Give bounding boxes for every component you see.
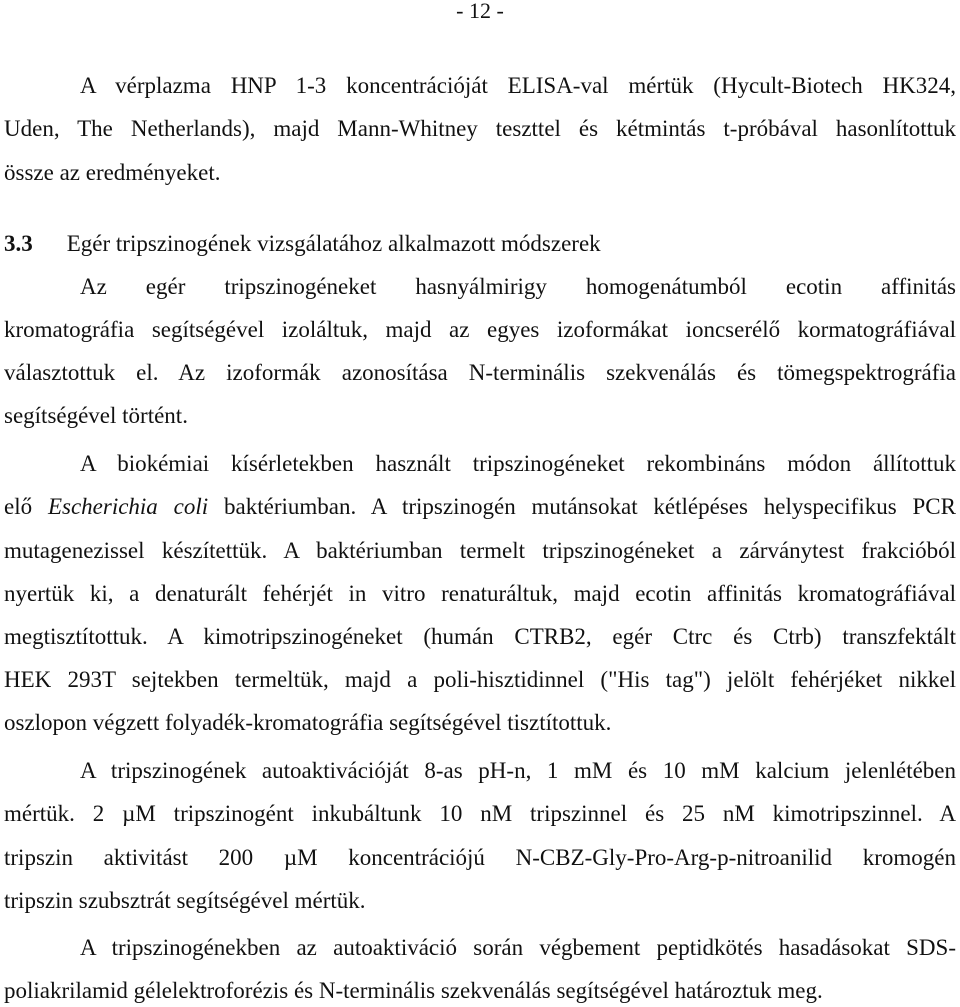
text-line: oszlopon végzett folyadék-kromatográfia segítségével tisztítottuk. (4, 710, 612, 735)
text-line: össze az eredményeket. (4, 160, 221, 185)
text-line: poliakrilamid gélelektroforézis és N-terminális szekvenálás segítségével határoztuk meg. (4, 978, 823, 1003)
text-line: tripszin aktivitást 200 µM koncentrációjú N-CBZ-Gly-Pro-Arg-p-nitroanilid kromogén (4, 845, 956, 870)
text-line: választottuk el. Az izoformák azonosítása N-terminális szekvenálás és tömegspektrográfia (4, 360, 956, 385)
text-run: elő (4, 494, 48, 519)
text-line: A biokémiai kísérletekben használt tripszinogéneket rekombináns módon állítottuk (80, 451, 956, 476)
section-number: 3.3 (4, 231, 33, 256)
text-line: A tripszinogének autoaktivációját 8-as pH-n, 1 mM és 10 mM kalcium jelenlétében (80, 758, 956, 783)
text-line: A vérplazma HNP 1-3 koncentrációját ELISA-val mértük (Hycult-Biotech HK324, (80, 73, 956, 98)
text-run: baktériumban. A tripszinogén mutánsokat kétlépéses helyspecifikus PCR (208, 494, 956, 519)
species-name: Escherichia coli (47, 494, 209, 519)
text-line: Az egér tripszinogéneket hasnyálmirigy homogenátumból ecotin affinitás (80, 274, 956, 299)
section-heading (4, 228, 956, 260)
text-line: segítségével történt. (4, 403, 188, 428)
text-line: HEK 293T sejtekben termeltük, majd a poli-hisztidinnel ("His tag") jelölt fehérjéket nikkel (4, 667, 956, 692)
text-line: A tripszinogénekben az autoaktiváció során végbement peptidkötés hasadásokat SDS- (80, 935, 956, 960)
text-line (4, 491, 956, 523)
text-line: tripszin szubsztrát segítségével mértük. (4, 888, 366, 913)
text-line: kromatográfia segítségével izoláltuk, majd az egyes izoformákat ioncserélő kormatográfiával (4, 317, 956, 342)
page-number: - 12 - (456, 0, 504, 23)
text-line: nyertük ki, a denaturált fehérjét in vitro renaturáltuk, majd ecotin affinitás kromatográfiával (4, 581, 956, 606)
section-title: Egér tripszinogének vizsgálatához alkalmazott módszerek (66, 231, 601, 256)
text-line: mértük. 2 µM tripszinogént inkubáltunk 10 nM tripszinnel és 25 nM kimotripszinnel. A (4, 801, 956, 826)
text-line: mutagenezissel készítettük. A baktériumban termelt tripszinogéneket a zárványtest frakcióból (4, 538, 956, 563)
text-line: megtisztítottuk. A kimotripszinogéneket (humán CTRB2, egér Ctrc és Ctrb) transzfektált (4, 624, 956, 649)
text-line: Uden, The Netherlands), majd Mann-Whitney teszttel és kétmintás t-próbával hasonlítottuk (4, 116, 956, 141)
